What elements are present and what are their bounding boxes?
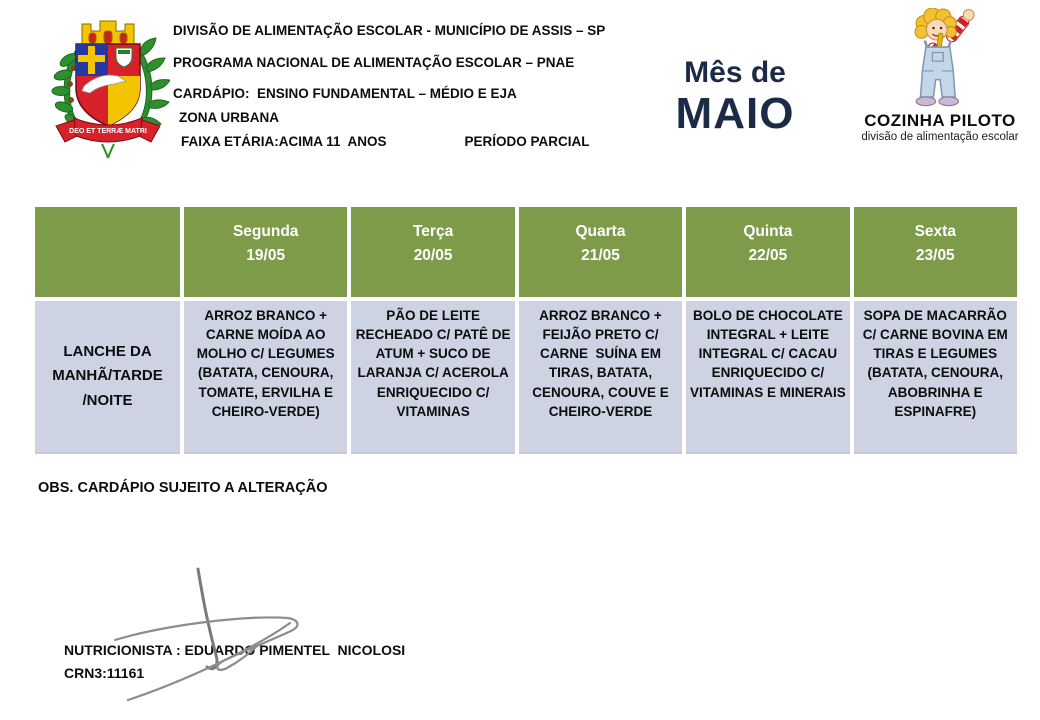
meal-cell-friday: SOPA DE MACARRÃO C/ CARNE BOVINA EM TIRAS E LEGUMES (BATATA, CENOURA, ABOBRINHA E ESPINAFRE) bbox=[854, 301, 1017, 454]
day-date: 22/05 bbox=[748, 247, 788, 264]
month-prefix: Mês de bbox=[684, 56, 786, 89]
header-line-program: PROGRAMA NACIONAL DE ALIMENTAÇÃO ESCOLAR – PNAE bbox=[173, 54, 575, 70]
day-date: 19/05 bbox=[246, 247, 286, 264]
row-label-lanche: LANCHE DA MANHÃ/TARDE /NOITE bbox=[35, 301, 180, 454]
header-cell-wednesday bbox=[519, 207, 682, 297]
periodo-text: PERÍODO PARCIAL bbox=[464, 134, 590, 150]
assis-coat-of-arms bbox=[46, 10, 170, 164]
day-date: 20/05 bbox=[413, 247, 453, 264]
day-label: Quinta bbox=[743, 222, 793, 240]
nutritionist-crn: CRN3:11161 bbox=[64, 665, 145, 681]
signature-icon bbox=[95, 563, 325, 713]
day-date: 23/05 bbox=[915, 247, 955, 264]
cozinha-piloto-logo bbox=[850, 8, 1030, 143]
nutritionist-name: NUTRICIONISTA : EDUARDO PIMENTEL NICOLOSI bbox=[64, 642, 406, 658]
meal-cell-wednesday: ARROZ BRANCO + FEIJÃO PRETO C/ CARNE SUÍNA EM TIRAS, BATATA, CENOURA, COUVE E CHEIRO-VERDE bbox=[519, 301, 682, 454]
meal-cell-tuesday: PÃO DE LEITE RECHEADO C/ PATÊ DE ATUM + SUCO DE LARANJA C/ ACEROLA ENRIQUECIDO C/ VITAMINAS bbox=[351, 301, 514, 454]
meal-cell-monday: ARROZ BRANCO + CARNE MOÍDA AO MOLHO C/ LEGUMES (BATATA, CENOURA, TOMATE, ERVILHA E CHEIRO-VERDE) bbox=[184, 301, 347, 454]
menu-table bbox=[35, 207, 1017, 454]
day-label: Segunda bbox=[232, 222, 299, 240]
nutritionist-block bbox=[64, 642, 405, 681]
header-line-cardapio: CARDÁPIO: ENSINO FUNDAMENTAL – MÉDIO E EJA bbox=[173, 85, 517, 101]
meal-cell-thursday: BOLO DE CHOCOLATE INTEGRAL + LEITE INTEGRAL C/ CACAU ENRIQUECIDO C/ VITAMINAS E MINERAIS bbox=[686, 301, 849, 454]
mural-crown bbox=[82, 21, 134, 44]
header-cell-monday bbox=[184, 207, 347, 297]
faixa-etaria-text: FAIXA ETÁRIA:ACIMA 11 ANOS bbox=[181, 134, 387, 150]
logo-subtitle: divisão de alimentação escolar bbox=[861, 131, 1019, 143]
shield bbox=[76, 44, 140, 126]
day-date: 21/05 bbox=[581, 247, 620, 264]
header-line-division: DIVISÃO DE ALIMENTAÇÃO ESCOLAR - MUNICÍPIO DE ASSIS – SP bbox=[173, 23, 606, 38]
header-line-zona: ZONA URBANA bbox=[179, 109, 279, 125]
document-header bbox=[173, 24, 653, 150]
day-label: Quarta bbox=[575, 222, 626, 240]
logo-title: COZINHA PILOTO bbox=[864, 111, 1016, 130]
spacer bbox=[387, 135, 465, 150]
coat-of-arms-icon bbox=[46, 10, 170, 164]
crest-motto: DEO ET TERRÆ MATRI bbox=[69, 128, 147, 135]
day-label: Terça bbox=[412, 222, 454, 240]
month-block bbox=[650, 56, 820, 138]
header-cell-friday bbox=[854, 207, 1017, 297]
right-branch bbox=[136, 38, 170, 126]
header-cell-thursday bbox=[686, 207, 849, 297]
month-name: MAIO bbox=[675, 89, 795, 138]
header-cell-tuesday bbox=[351, 207, 514, 297]
cozinha-piloto-mascot-icon bbox=[880, 8, 1000, 110]
header-cell-empty bbox=[35, 207, 180, 297]
observation-note: OBS. CARDÁPIO SUJEITO A ALTERAÇÃO bbox=[38, 480, 328, 496]
day-label: Sexta bbox=[914, 222, 956, 240]
header-line-faixa bbox=[181, 135, 653, 150]
